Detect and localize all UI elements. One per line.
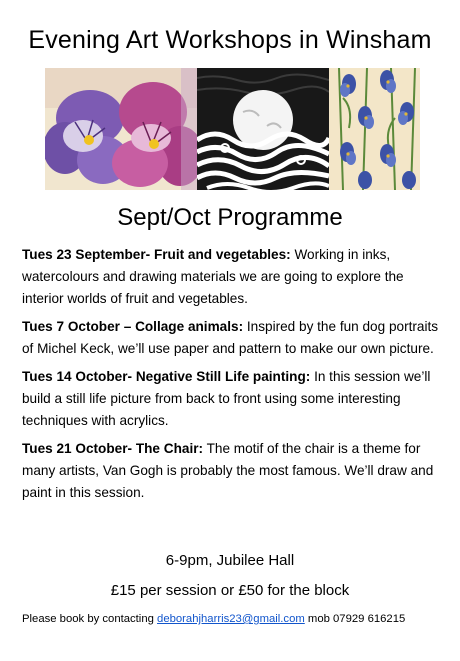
moon-waves-image [197,68,329,190]
email-link[interactable]: deborahjharris23@gmail.com [157,613,305,625]
iris-pattern-image [329,68,420,190]
contact-prefix: Please book by contacting [22,613,158,625]
session-item [22,438,442,504]
session-heading: Tues 23 September- Fruit and vegetables: [22,247,291,262]
booking-contact [22,613,452,625]
session-heading: Tues 7 October – Collage animals: [22,319,244,334]
time-place: 6-9pm, Jubilee Hall [165,552,295,569]
session-description: Inspired by the fun dog portraits of Michel Keck, we’ll use paper and pattern to make our own picture. [22,319,439,356]
flyer-title: Evening Art Workshops in Winsham [28,26,432,54]
session-description: Working in inks, watercolours and drawing materials we are going to explore the interior worlds of fruit and vegetables. [22,247,404,306]
event-details [0,552,460,612]
session-item [22,316,442,360]
programme-heading: Sept/Oct Programme [117,204,343,231]
contact-phone: mob 07929 616215 [304,613,406,625]
session-heading: Tues 14 October- Negative Still Life painting: [22,369,311,384]
pansy-painting-image [45,68,197,190]
session-description: In this session we’ll build a still life picture from back to front using some interesting techniques with acrylics. [22,369,431,428]
price-info: £15 per session or £50 for the block [110,582,350,599]
session-description: The motif of the chair is a theme for many artists, Van Gogh is probably the most famous. We’ll draw and paint in this session. [22,441,434,500]
session-heading: Tues 21 October- The Chair: [22,441,204,456]
session-item [22,366,442,432]
session-item [22,244,442,310]
session-list [22,244,442,510]
artwork-strip [45,68,420,190]
